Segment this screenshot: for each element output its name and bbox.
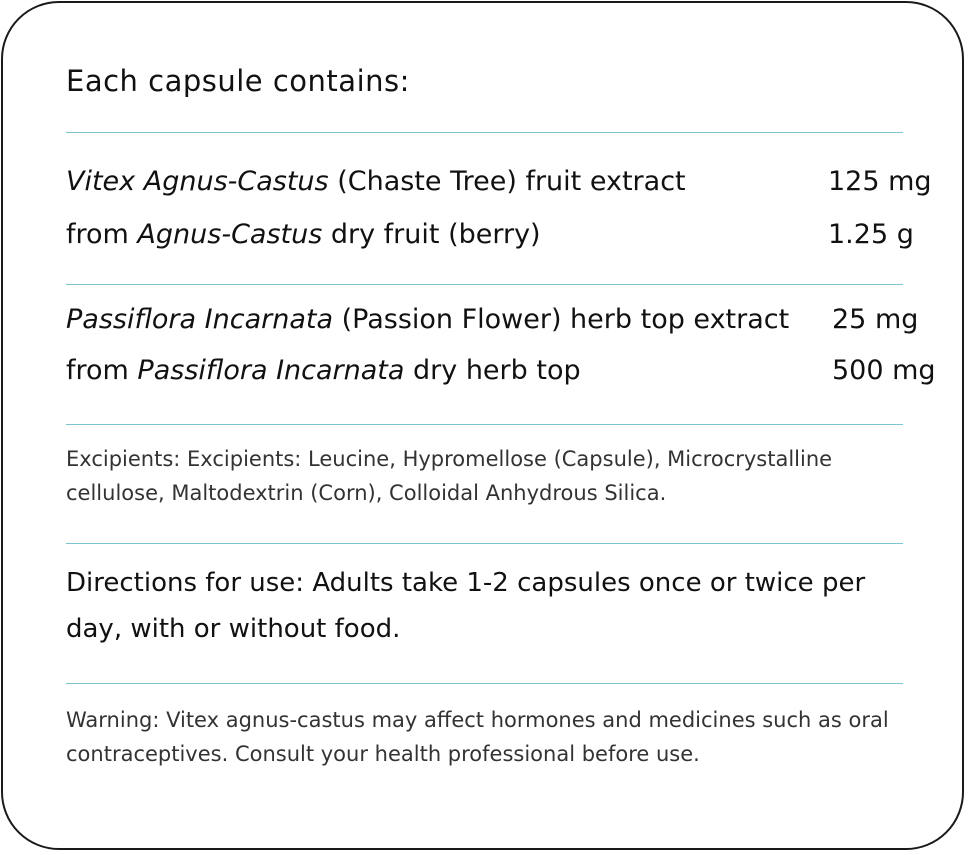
- source-prefix: from: [66, 219, 138, 250]
- ingredient-vitex-extract-amount: 125 mg: [828, 166, 932, 197]
- divider-group1: [66, 284, 903, 285]
- divider-excipients: [66, 543, 903, 544]
- directions-line-2: day, with or without food.: [66, 614, 401, 644]
- divider-group2: [66, 424, 903, 425]
- source-prefix: from: [66, 355, 138, 386]
- warning-line-2: contraceptives. Consult your health professional before use.: [66, 742, 700, 766]
- ingredient-vitex-source: [66, 219, 541, 250]
- ingredient-description: (Chaste Tree) fruit extract: [328, 166, 686, 197]
- divider-top: [66, 132, 903, 133]
- source-name-italic: Agnus-Castus: [137, 219, 323, 250]
- warning-text: [66, 703, 926, 771]
- ingredient-name-italic: Vitex Agnus-Castus: [66, 166, 329, 197]
- contents-heading: Each capsule contains:: [66, 64, 410, 98]
- ingredient-vitex-source-amount: 1.25 g: [828, 219, 914, 250]
- excipients-line-1: Excipients: Excipients: Leucine, Hypromellose (Capsule), Microcrystalline: [66, 447, 833, 471]
- ingredient-passiflora-extract-amount: 25 mg: [832, 304, 919, 335]
- divider-directions: [66, 683, 903, 684]
- ingredient-name-italic: Passiflora Incarnata: [66, 304, 334, 335]
- directions-line-1: Directions for use: Adults take 1-2 capsules once or twice per: [66, 568, 866, 598]
- excipients-text: [66, 442, 926, 510]
- directions-text: [66, 560, 926, 652]
- source-name-italic: Passiflora Incarnata: [137, 355, 405, 386]
- ingredient-passiflora-source-amount: 500 mg: [832, 355, 936, 386]
- ingredient-vitex-extract: [66, 166, 686, 197]
- ingredient-passiflora-extract: [66, 304, 789, 335]
- excipients-line-2: cellulose, Maltodextrin (Corn), Colloidal Anhydrous Silica.: [66, 481, 667, 505]
- warning-line-1: Warning: Vitex agnus-castus may affect hormones and medicines such as oral: [66, 708, 889, 732]
- source-description: dry fruit (berry): [322, 219, 541, 250]
- source-description: dry herb top: [404, 355, 581, 386]
- ingredient-description: (Passion Flower) herb top extract: [333, 304, 790, 335]
- ingredient-passiflora-source: [66, 355, 581, 386]
